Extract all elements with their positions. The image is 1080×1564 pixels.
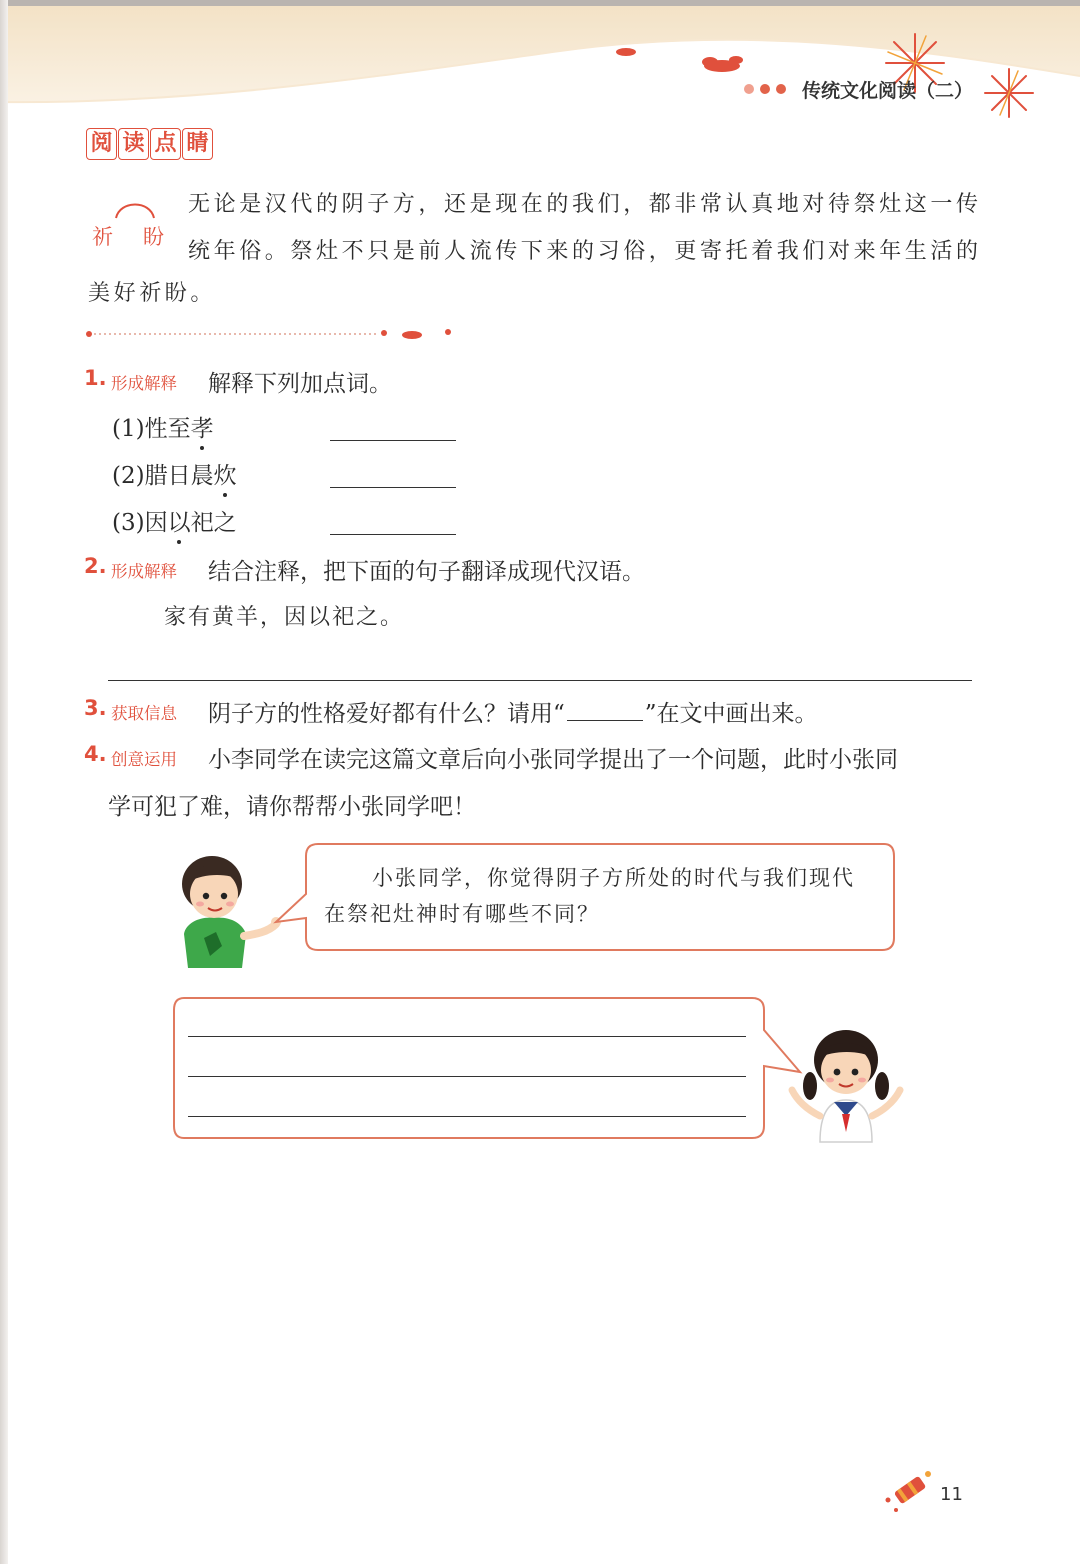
q1-item-1: (1)性至孝 xyxy=(112,416,214,442)
question-4-text-line1: 小李同学在读完这篇文章后向小张同学提出了一个问题，此时小张同 xyxy=(208,747,898,773)
firecracker-icon xyxy=(882,1466,936,1518)
question-1-tag: 形成解释 xyxy=(111,374,177,393)
question-2-number: 2. xyxy=(84,554,107,578)
answer-line-2[interactable] xyxy=(188,1076,746,1077)
answer-line-1[interactable] xyxy=(188,1036,746,1037)
girl-illustration-icon xyxy=(784,1024,908,1144)
badge-char: 点 xyxy=(150,128,181,160)
question-4-number: 4. xyxy=(84,742,107,766)
intro-line-2: 统年俗。祭灶不只是前人流传下来的习俗，更寄托着我们对来年生活的 xyxy=(188,239,982,264)
firework-icon xyxy=(982,66,1036,120)
question-2-text: 结合注释，把下面的句子翻译成现代汉语。 xyxy=(208,559,645,585)
q1-answer-blank-2[interactable] xyxy=(330,487,456,488)
badge-char: 睛 xyxy=(182,128,213,160)
q1-answer-blank-3[interactable] xyxy=(330,534,456,535)
question-bubble xyxy=(262,840,898,954)
dotted-word: 以 xyxy=(167,510,191,536)
q1-item-3: (3)因以祀之 xyxy=(112,510,237,536)
section-badge xyxy=(86,128,213,160)
intro-line-3: 美好祈盼。 xyxy=(88,281,217,306)
page-left-edge xyxy=(0,0,8,1564)
badge-char: 阅 xyxy=(86,128,117,160)
question-4-tag: 创意运用 xyxy=(111,750,177,769)
answer-bubble xyxy=(170,994,810,1142)
q2-answer-line[interactable] xyxy=(108,680,972,681)
section-divider xyxy=(86,324,456,344)
q2-sentence: 家有黄羊，因以祀之。 xyxy=(164,605,405,630)
cloud-decoration-icon xyxy=(610,38,750,78)
badge-char: 读 xyxy=(118,128,149,160)
label-arc-icon xyxy=(112,196,158,220)
q1-answer-blank-1[interactable] xyxy=(330,440,456,441)
question-3-tag: 获取信息 xyxy=(111,704,177,723)
dotted-word: 孝 xyxy=(190,416,214,442)
bubble-text-line1: 小张同学，你觉得阴子方所处的时代与我们现代 xyxy=(372,866,855,890)
question-4-text-line2: 学可犯了难，请你帮帮小张同学吧！ xyxy=(108,794,476,820)
side-label-left: 祈 xyxy=(92,225,113,249)
question-3-text: 阴子方的性格爱好都有什么？请用“ ”在文中画出来。 xyxy=(208,701,818,727)
inline-blank xyxy=(567,702,643,721)
header-title: 传统文化阅读（二） xyxy=(802,80,974,102)
question-1-text: 解释下列加点词。 xyxy=(208,371,392,397)
answer-line-3[interactable] xyxy=(188,1116,746,1117)
bubble-text-line2: 在祭祀灶神时有哪些不同？ xyxy=(324,902,600,926)
intro-line-1: 无论是汉代的阴子方，还是现在的我们，都非常认真地对待祭灶这一传 xyxy=(188,192,982,217)
question-1-number: 1. xyxy=(84,366,107,390)
question-3-number: 3. xyxy=(84,696,107,720)
side-label-right: 盼 xyxy=(143,225,164,249)
header-dots xyxy=(744,84,786,94)
q1-item-2: (2)腊日晨炊 xyxy=(112,463,237,489)
dotted-word: 炊 xyxy=(213,463,237,489)
page-number: 11 xyxy=(940,1484,963,1505)
question-2-tag: 形成解释 xyxy=(111,562,177,581)
